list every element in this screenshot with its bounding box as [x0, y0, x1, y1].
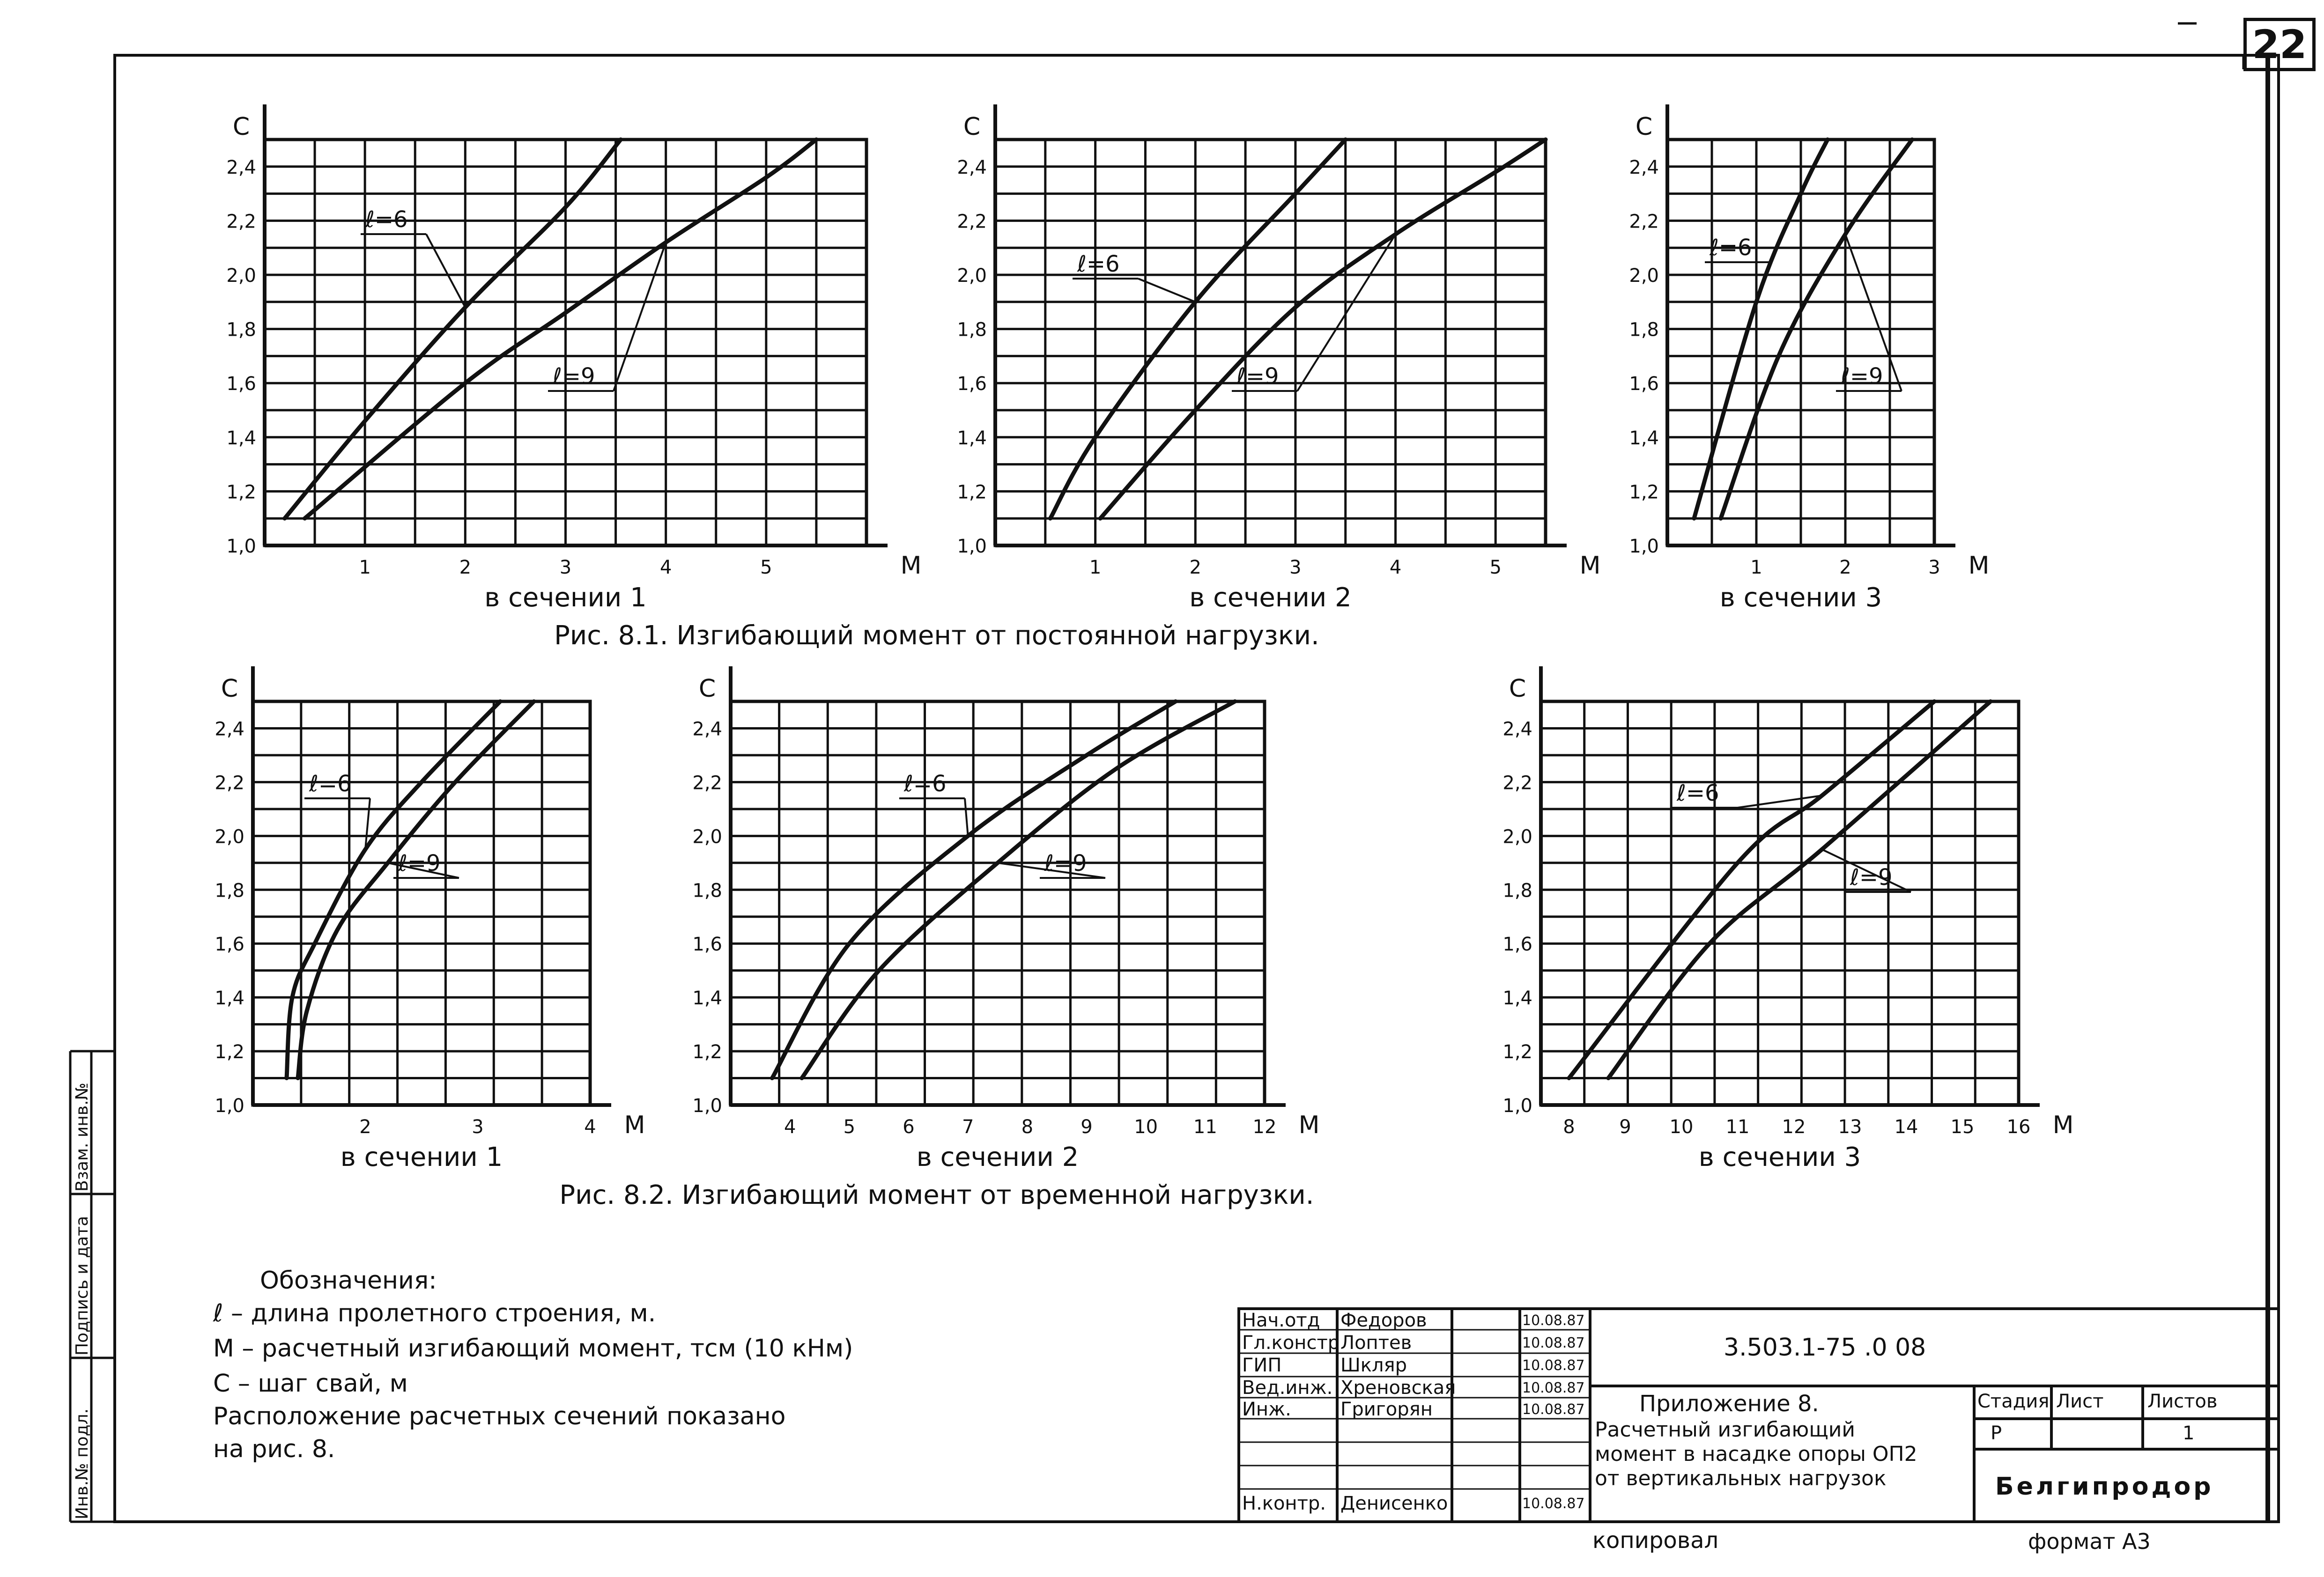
series-label: ℓ=9 [1044, 850, 1087, 877]
sheet-label: Лист [2056, 1391, 2104, 1412]
x-tick-label: 11 [1193, 1116, 1217, 1138]
y-tick-label: 2,2 [1629, 211, 1659, 233]
y-tick-label: 1,4 [215, 987, 244, 1010]
x-tick-label: 10 [1669, 1116, 1694, 1138]
legend-line: М – расчетный изгибающий момент, тсм (10 кНм) [213, 1334, 853, 1363]
series-label: ℓ=9 [398, 850, 441, 877]
series-leader [1770, 194, 1801, 262]
series-leader [1138, 279, 1195, 302]
y-tick-label: 1,0 [226, 536, 256, 557]
x-tick-label: 3 [559, 557, 572, 578]
chart-caption: в сечении 1 [484, 582, 647, 613]
plot-frame [253, 701, 590, 1105]
y-tick-label: 2,2 [692, 772, 722, 794]
x-tick-label: 3 [472, 1116, 484, 1138]
figure-8-1-caption: Рис. 8.1. Изгибающий момент от постоянной нагрузки. [554, 620, 1319, 651]
tb-role: Вед.инж. [1242, 1377, 1333, 1399]
x-tick-label: 6 [903, 1116, 915, 1138]
x-tick-label: 3 [1289, 557, 1302, 578]
x-tick-label: 4 [584, 1116, 596, 1138]
y-tick-label: 1,6 [692, 934, 722, 956]
x-tick-label: 13 [1838, 1116, 1862, 1138]
y-tick-label: 1,2 [692, 1041, 722, 1063]
tb-date: 10.08.87 [1522, 1357, 1585, 1374]
y-tick-label: 2,4 [226, 156, 256, 178]
y-tick-label: 2,0 [1629, 265, 1659, 287]
tb-date: 10.08.87 [1522, 1335, 1585, 1351]
x-tick-label: 1 [359, 557, 371, 578]
y-tick-label: 1,8 [215, 880, 244, 902]
x-tick-label: 8 [1021, 1116, 1034, 1138]
series-leader [614, 243, 666, 391]
figure-8-2-caption: Рис. 8.2. Изгибающий момент от временной нагрузки. [559, 1180, 1314, 1210]
format-label: формат А3 [2028, 1529, 2151, 1554]
series-label: ℓ=9 [1841, 363, 1883, 390]
x-tick-label: 8 [1563, 1116, 1575, 1138]
sheet-number: 22 [2243, 18, 2316, 71]
y-axis-name: С [232, 113, 250, 141]
x-tick-label: 10 [1134, 1116, 1158, 1138]
plot-frame [1541, 701, 2019, 1105]
tb-role: Инж. [1242, 1399, 1291, 1420]
series-label: ℓ=9 [1236, 363, 1279, 390]
series-label: ℓ=6 [365, 206, 408, 233]
y-tick-label: 1,0 [692, 1095, 722, 1117]
description-line: Расчетный изгибающий [1595, 1418, 1855, 1442]
tb-role: Нач.отд [1242, 1310, 1320, 1331]
legend-line: ℓ – длина пролетного строения, м. [213, 1299, 656, 1327]
series-label: ℓ=9 [553, 363, 595, 390]
y-tick-label: 2,0 [692, 826, 722, 848]
x-tick-label: 11 [1725, 1116, 1750, 1138]
tb-date: 10.08.87 [1522, 1380, 1585, 1396]
x-axis-name: М [2052, 1111, 2074, 1139]
y-axis-name: С [963, 113, 981, 141]
y-tick-label: 2,2 [1502, 772, 1532, 794]
y-tick-label: 1,2 [1629, 481, 1659, 503]
series-label: ℓ=6 [309, 771, 352, 797]
x-tick-label: 16 [2006, 1116, 2031, 1138]
y-tick-label: 1,6 [1502, 934, 1532, 956]
y-tick-label: 1,8 [226, 319, 256, 341]
y-tick-label: 2,0 [1502, 826, 1532, 848]
y-tick-label: 1,8 [1502, 880, 1532, 902]
x-tick-label: 3 [1928, 557, 1940, 578]
x-axis-name: М [624, 1111, 645, 1139]
chart-caption: в сечении 3 [1698, 1142, 1861, 1172]
x-tick-label: 4 [1389, 557, 1402, 578]
y-axis-name: С [1509, 675, 1526, 703]
y-tick-label: 2,4 [1629, 156, 1659, 178]
y-tick-label: 1,6 [957, 373, 987, 395]
x-axis-name: М [1298, 1111, 1320, 1139]
tb-name: Шкляр [1340, 1355, 1407, 1376]
description-line: момент в насадке опоры ОП2 [1595, 1442, 1917, 1466]
series-label: ℓ=6 [1677, 780, 1719, 806]
x-tick-label: 9 [1619, 1116, 1631, 1138]
y-tick-label: 1,4 [957, 427, 987, 449]
sheet-value: 1 [2183, 1422, 2195, 1444]
tb-role: Н.контр. [1242, 1493, 1326, 1514]
tb-name: Федоров [1340, 1310, 1427, 1331]
stamp-text: Подпись и дата [73, 1216, 92, 1356]
tb-name: Лоптев [1340, 1332, 1412, 1354]
y-tick-label: 2,0 [215, 826, 244, 848]
x-tick-label: 1 [1750, 557, 1762, 578]
x-tick-label: 7 [962, 1116, 974, 1138]
y-tick-label: 1,0 [1502, 1095, 1532, 1117]
stamp-text: Взам. инв.№ [73, 1083, 92, 1192]
legend-line: на рис. 8. [213, 1435, 335, 1463]
y-tick-label: 2,4 [692, 718, 722, 740]
y-tick-label: 1,0 [215, 1095, 244, 1117]
x-tick-label: 14 [1894, 1116, 1918, 1138]
y-tick-label: 1,0 [957, 536, 987, 557]
y-tick-label: 2,4 [957, 156, 987, 178]
x-axis-name: М [900, 552, 922, 580]
legend-line: С – шаг свай, м [213, 1370, 408, 1398]
y-axis-name: С [221, 675, 238, 703]
x-tick-label: 15 [1950, 1116, 1975, 1138]
stage-label: Стадия [1977, 1391, 2050, 1412]
copied-label: копировал [1592, 1527, 1719, 1554]
y-tick-label: 2,0 [957, 265, 987, 287]
x-axis-name: М [1579, 552, 1601, 580]
x-tick-label: 5 [760, 557, 772, 578]
y-tick-label: 1,2 [957, 481, 987, 503]
series-label: ℓ=6 [1710, 235, 1752, 261]
organization: Белгипродор [1995, 1473, 2214, 1501]
y-tick-label: 1,2 [215, 1041, 244, 1063]
x-tick-label: 2 [1189, 557, 1201, 578]
plot-frame [731, 701, 1265, 1105]
series-leader [965, 798, 968, 836]
series-label: ℓ=9 [1850, 864, 1893, 891]
y-tick-label: 1,8 [692, 880, 722, 902]
legend-title: Обозначения: [260, 1267, 437, 1295]
x-tick-label: 4 [659, 557, 672, 578]
tb-role: Гл.констр [1242, 1332, 1340, 1354]
y-tick-label: 1,6 [1629, 373, 1659, 395]
y-tick-label: 1,4 [1502, 987, 1532, 1010]
x-tick-label: 5 [1489, 557, 1502, 578]
y-axis-name: С [1635, 113, 1653, 141]
y-tick-label: 2,2 [215, 772, 244, 794]
x-tick-label: 2 [1839, 557, 1851, 578]
plot-frame [995, 140, 1546, 545]
stage-value: Р [1991, 1422, 2002, 1444]
x-tick-label: 4 [784, 1116, 796, 1138]
x-tick-label: 2 [359, 1116, 371, 1138]
y-tick-label: 1,2 [1502, 1041, 1532, 1063]
y-tick-label: 1,4 [692, 987, 722, 1010]
description-line: Приложение 8. [1639, 1391, 1819, 1417]
description-line: от вертикальных нагрузок [1595, 1466, 1887, 1490]
y-tick-label: 2,2 [226, 211, 256, 233]
chart-caption: в сечении 2 [1189, 582, 1352, 613]
y-tick-label: 2,0 [226, 265, 256, 287]
x-tick-label: 1 [1089, 557, 1102, 578]
y-tick-label: 1,4 [226, 427, 256, 449]
series-label: ℓ=6 [1077, 251, 1120, 277]
tb-name: Денисенко [1340, 1493, 1448, 1514]
x-tick-label: 9 [1081, 1116, 1093, 1138]
sheets-label: Листов [2147, 1391, 2218, 1412]
stamp-text: Инв.№ подл. [73, 1408, 92, 1519]
y-tick-label: 2,2 [957, 211, 987, 233]
chart-caption: в сечении 1 [340, 1142, 503, 1172]
tb-date: 10.08.87 [1522, 1312, 1585, 1329]
series-leader [426, 234, 465, 307]
chart-caption: в сечении 2 [916, 1142, 1079, 1172]
y-tick-label: 1,6 [226, 373, 256, 395]
y-tick-label: 2,4 [215, 718, 244, 740]
y-tick-label: 1,4 [1629, 427, 1659, 449]
x-tick-label: 2 [459, 557, 472, 578]
y-tick-label: 1,0 [1629, 536, 1659, 557]
x-axis-name: М [1968, 552, 1990, 580]
x-tick-label: 12 [1782, 1116, 1806, 1138]
y-tick-label: 1,2 [226, 481, 256, 503]
y-tick-label: 2,4 [1502, 718, 1532, 740]
x-tick-label: 12 [1252, 1116, 1277, 1138]
x-tick-label: 5 [843, 1116, 856, 1138]
chart-caption: в сечении 3 [1719, 582, 1882, 613]
tb-date: 10.08.87 [1522, 1496, 1585, 1512]
tb-name: Хреновская [1340, 1377, 1456, 1399]
legend-line: Расположение расчетных сечений показано [213, 1402, 786, 1430]
y-tick-label: 1,8 [1629, 319, 1659, 341]
y-tick-label: 1,8 [957, 319, 987, 341]
tb-date: 10.08.87 [1522, 1401, 1585, 1418]
y-tick-label: 1,6 [215, 934, 244, 956]
y-axis-name: С [698, 675, 716, 703]
doc-code: 3.503.1-75 .0 08 [1724, 1334, 1926, 1362]
series-label: ℓ=6 [904, 771, 947, 797]
tb-role: ГИП [1242, 1355, 1282, 1376]
tb-name: Григорян [1340, 1399, 1433, 1420]
